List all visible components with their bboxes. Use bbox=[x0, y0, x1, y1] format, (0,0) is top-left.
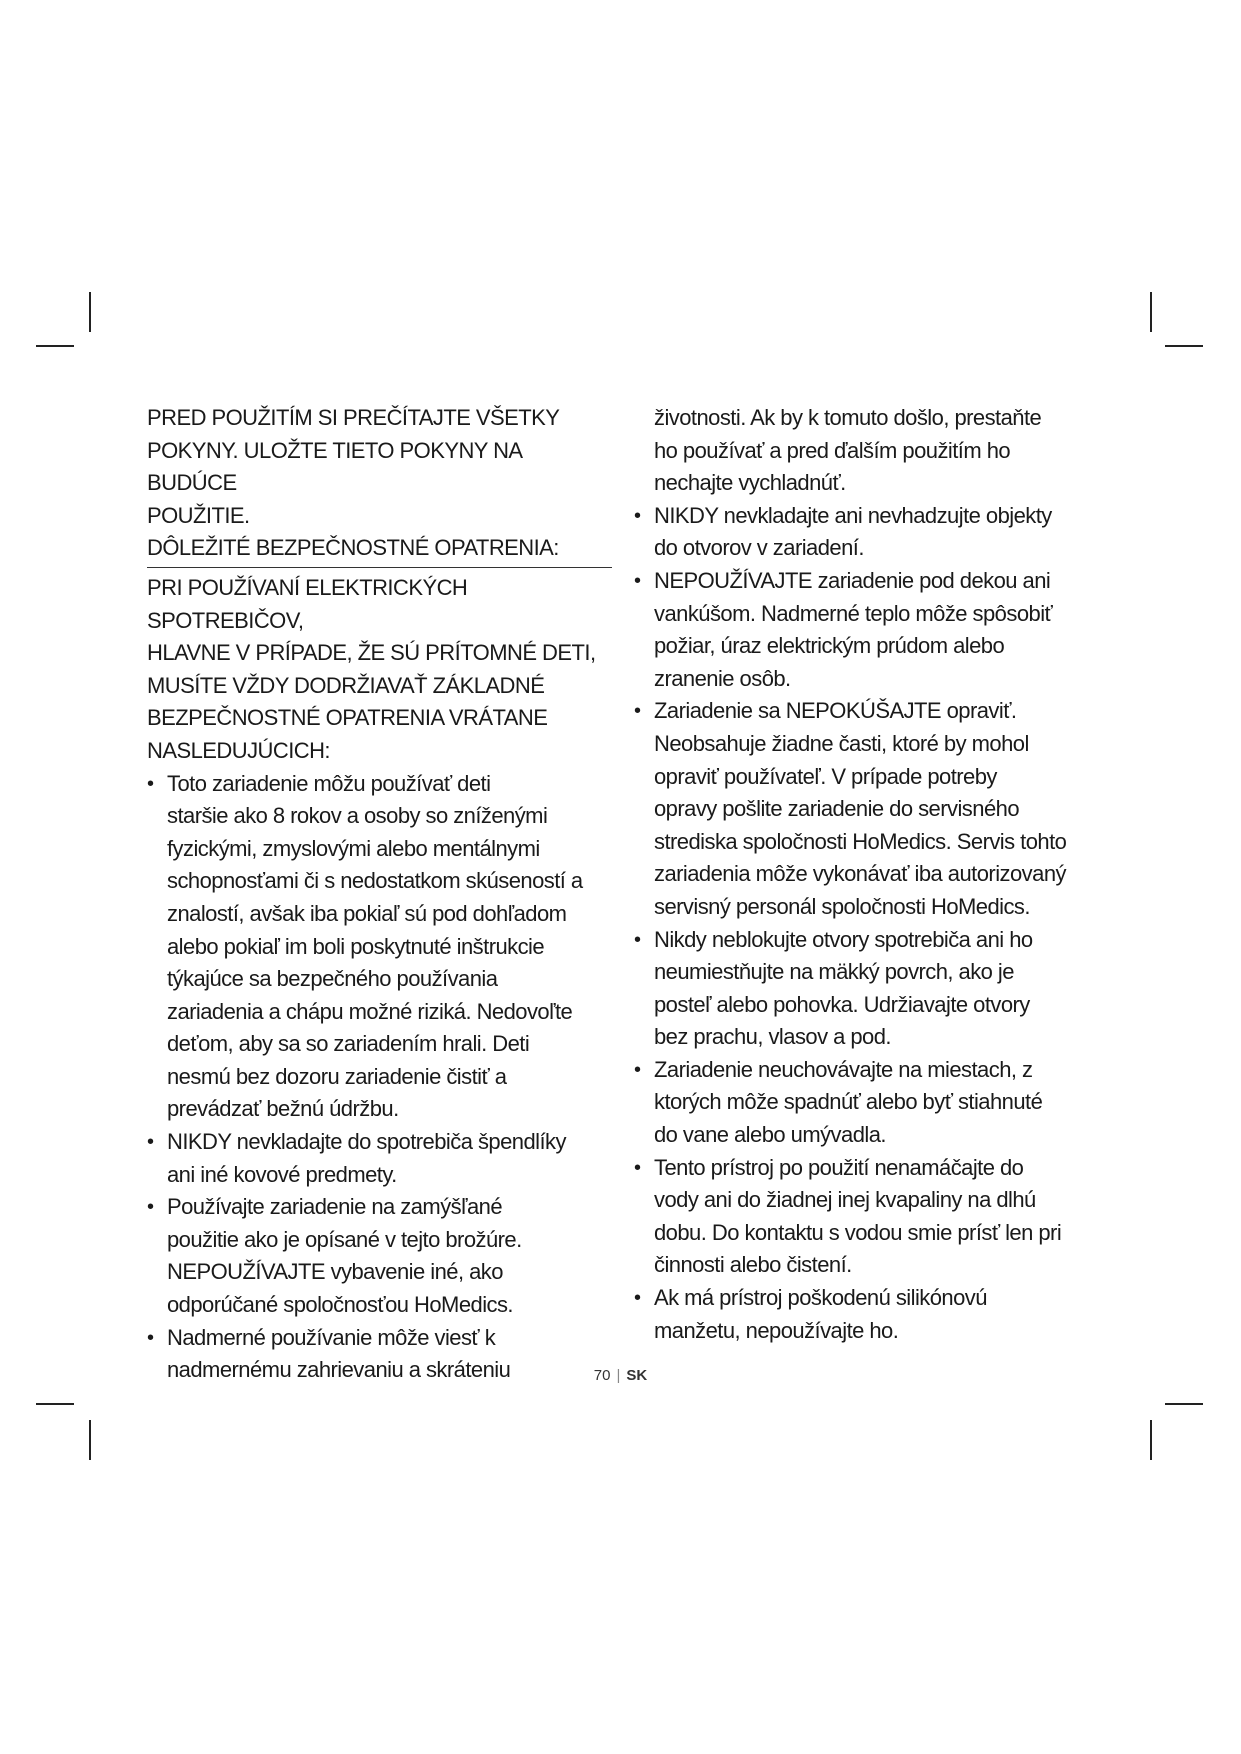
warning-paragraph bbox=[147, 572, 612, 768]
list-item-line: do vane alebo umývadla. bbox=[654, 1122, 886, 1148]
list-item-line: fyzickými, zmyslovými alebo mentálnymi bbox=[167, 835, 540, 861]
list-item-line: znalostí, avšak iba pokiaľ sú pod dohľadom bbox=[167, 900, 567, 926]
list-item-line: do otvorov v zariadení. bbox=[654, 535, 864, 561]
list-item-line: prevádzať bežnú údržbu. bbox=[167, 1096, 399, 1122]
list-item-line: odporúčané spoločnosťou HoMedics. bbox=[167, 1292, 513, 1318]
crop-mark bbox=[89, 1420, 91, 1460]
list-item-line: NEPOUŽÍVAJTE vybavenie iné, ako bbox=[167, 1259, 503, 1285]
list-item-line: alebo pokiaľ im boli poskytnuté inštrukcie bbox=[167, 933, 545, 959]
list-item-line: dobu. Do kontaktu s vodou smie prísť len pri bbox=[654, 1219, 1062, 1245]
list-item-line: • Ak má prístroj poškodenú silikónovú bbox=[654, 1285, 987, 1311]
list-item-line: vankúšom. Nadmerné teplo môže spôsobiť bbox=[654, 600, 1053, 626]
list-item-line: neumiestňujte na mäkký povrch, ako je bbox=[654, 959, 1014, 985]
intro-paragraph bbox=[147, 402, 612, 532]
intro-line: PRED POUŽITÍM SI PREČÍTAJTE VŠETKY bbox=[147, 405, 560, 430]
footer-separator: | bbox=[616, 1367, 621, 1384]
continuation-line: životnosti. Ak by k tomuto došlo, prestaňte bbox=[654, 405, 1042, 430]
list-item-line: zariadenia a chápu možné riziká. Nedovoľte bbox=[167, 998, 573, 1024]
crop-mark bbox=[36, 345, 74, 347]
list-item-line: staršie ako 8 rokov a osoby so zníženými bbox=[167, 803, 548, 829]
list-item-line: ani iné kovové predmety. bbox=[167, 1161, 397, 1187]
list-item-line: zranenie osôb. bbox=[654, 665, 791, 691]
list-item-line: opraviť používateľ. V prípade potreby bbox=[654, 763, 997, 789]
list-item-line: manžetu, nepoužívajte ho. bbox=[654, 1317, 899, 1343]
crop-mark bbox=[1150, 1420, 1152, 1460]
intro-line: POKYNY. ULOŽTE TIETO POKYNY NA BUDÚCE bbox=[147, 437, 522, 496]
intro-line: POUŽITIE. bbox=[147, 502, 250, 528]
list-item bbox=[634, 924, 1104, 1054]
list-item-line: použitie ako je opísané v tejto brožúre. bbox=[167, 1226, 522, 1252]
list-item bbox=[634, 500, 1104, 565]
list-item-line: týkajúce sa bezpečného používania bbox=[167, 966, 498, 992]
list-item bbox=[634, 1152, 1104, 1282]
list-item-line: • Toto zariadenie môžu používať deti bbox=[167, 770, 491, 796]
warning-line: MUSÍTE VŽDY DODRŽIAVAŤ ZÁKLADNÉ bbox=[147, 672, 545, 698]
list-item-line: posteľ alebo pohovka. Udržiavajte otvory bbox=[654, 991, 1030, 1017]
list-item-line: servisný personál spoločnosti HoMedics. bbox=[654, 893, 1030, 919]
list-item-line: schopnosťami či s nedostatkom skúseností a bbox=[167, 868, 583, 894]
list-item-line: nesmú bez dozoru zariadenie čistiť a bbox=[167, 1063, 507, 1089]
list-item-line: • Zariadenie neuchovávajte na miestach, z bbox=[654, 1056, 1033, 1082]
crop-mark bbox=[36, 1403, 74, 1405]
warning-line: NASLEDUJÚCICH: bbox=[147, 737, 330, 763]
list-item-line: • Používajte zariadenie na zamýšľané bbox=[167, 1194, 503, 1220]
list-item bbox=[634, 1282, 1104, 1347]
list-item-line: • NIKDY nevkladajte ani nevhadzujte objekty bbox=[654, 502, 1052, 528]
continuation-paragraph bbox=[634, 402, 1104, 500]
list-item-line: bez prachu, vlasov a pod. bbox=[654, 1024, 891, 1050]
list-item-line: vody ani do žiadnej inej kvapaliny na dlhú bbox=[654, 1187, 1036, 1213]
list-item bbox=[147, 1191, 612, 1321]
list-item bbox=[634, 1054, 1104, 1152]
list-item-line: • NIKDY nevkladajte do spotrebiča špendlíky bbox=[167, 1129, 566, 1155]
page-footer bbox=[0, 1367, 1241, 1384]
list-item-line: strediska spoločnosti HoMedics. Servis tohto bbox=[654, 828, 1067, 854]
warning-line: BEZPEČNOSTNÉ OPATRENIA VRÁTANE bbox=[147, 705, 548, 731]
crop-mark bbox=[1165, 345, 1203, 347]
list-item-line: činnosti alebo čistení. bbox=[654, 1252, 852, 1278]
language-code: SK bbox=[626, 1367, 648, 1384]
list-item-line: požiar, úraz elektrickým prúdom alebo bbox=[654, 633, 1005, 659]
list-item bbox=[147, 768, 612, 1127]
safety-heading: DÔLEŽITÉ BEZPEČNOSTNÉ OPATRENIA: bbox=[147, 532, 612, 568]
crop-mark bbox=[1150, 292, 1152, 332]
list-item-line: deťom, aby sa so zariadením hrali. Deti bbox=[167, 1031, 530, 1057]
continuation-line: ho používať a pred ďalším použitím ho bbox=[654, 437, 1011, 463]
left-column bbox=[147, 402, 612, 1387]
crop-mark bbox=[89, 292, 91, 332]
list-item-line: • NEPOUŽÍVAJTE zariadenie pod dekou ani bbox=[654, 567, 1051, 593]
list-item-line: • Nadmerné používanie môže viesť k bbox=[167, 1324, 496, 1350]
right-column bbox=[634, 402, 1104, 1347]
warning-line: HLAVNE V PRÍPADE, ŽE SÚ PRÍTOMNÉ DETI, bbox=[147, 640, 596, 666]
list-item-line: zariadenia môže vykonávať iba autorizovaný bbox=[654, 861, 1066, 887]
list-item-line: Neobsahuje žiadne časti, ktoré by mohol bbox=[654, 730, 1029, 756]
list-item-line: ktorých môže spadnúť alebo byť stiahnuté bbox=[654, 1089, 1043, 1115]
list-item-line: • Tento prístroj po použití nenamáčajte do bbox=[654, 1154, 1024, 1180]
safety-list-right bbox=[634, 500, 1104, 1347]
list-item-line: opravy pošlite zariadenie do servisného bbox=[654, 796, 1020, 822]
continuation-line: nechajte vychladnúť. bbox=[654, 470, 846, 496]
list-item bbox=[147, 1126, 612, 1191]
crop-mark bbox=[1165, 1403, 1203, 1405]
list-item-line: • Nikdy neblokujte otvory spotrebiča ani ho bbox=[654, 926, 1033, 952]
list-item-line: • Zariadenie sa NEPOKÚŠAJTE opraviť. bbox=[654, 698, 1017, 724]
list-item bbox=[634, 695, 1104, 923]
list-item-line: nadmernému zahrievaniu a skráteniu bbox=[167, 1357, 511, 1383]
page-number: 70 bbox=[593, 1367, 611, 1384]
warning-line: PRI POUŽÍVANÍ ELEKTRICKÝCH SPOTREBIČOV, bbox=[147, 574, 468, 633]
list-item bbox=[634, 565, 1104, 695]
safety-list-left bbox=[147, 768, 612, 1387]
